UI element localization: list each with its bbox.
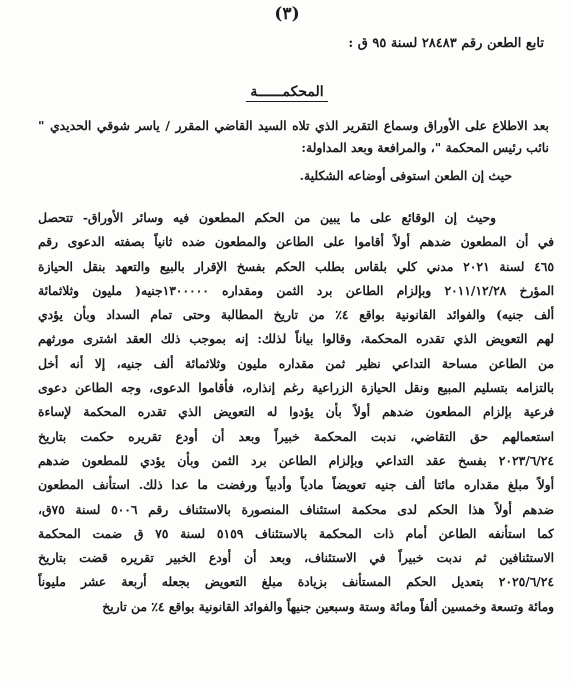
formal-acceptance: حيث إن الطعن استوفى أوضاعه الشكلية. (299, 168, 512, 183)
body-line: أولاً مبلغ مقداره مائتا ألف جنيه تعويضاً مادياً وأدبياً ورفضت ما عدا ذلك. استأنف المطعون (38, 477, 554, 493)
case-reference: تابع الطعن رقم ٢٨٤٨٣ لسنة ٩٥ ق : (348, 36, 544, 51)
section-title-text: المحكمــــــة (246, 84, 327, 102)
body-line: المؤرخ ٢٠١١/١٢/٢٨ وبإلزام الطاعن برد الثمن ومقداره ١٣٠٠٠٠٠جنيه( مليون وثلاثمائة (38, 282, 554, 298)
body-line: وحيث إن الوقائع على ما يبين من الحكم المطعون فيه وسائر الأوراق- تتحصل (38, 210, 496, 225)
facts-paragraph (38, 206, 554, 619)
body-line: ٢٠٢٥/٦/٢٤ بتعديل الحكم المستأنف بزيادة مبلغ التعويض بجعله أربعة عشر مليوناً (38, 574, 554, 590)
body-line: استعمالهم حق التقاضي، ندبت المحكمة خبيراً وبعد أن أودع تقريره حكمت بتاريخ (38, 428, 554, 444)
page-number: (٣) (274, 4, 300, 24)
body-line: الاستئنافين ثم ندبت خبيراً في الاستئناف، وبعد أن أودع الخبير تقريره قضت بتاريخ (38, 550, 554, 566)
body-line: ٢٠٢٣/٦/٢٤ بفسخ عقد التداعي وبإلزام الطاعن برد الثمن وبأن يؤدي للمطعون ضدهم (38, 452, 554, 468)
intro-paragraph: بعد الاطلاع على الأوراق وسماع التقرير الذي تلاه السيد القاضي المقرر / ياسر شوقي الحديدي " نائب رئيس المحكمة "، والمرافعة وبعد المداولة: (38, 118, 549, 155)
body-line: ضدهم أولاً هذا الحكم لدى محكمة استئناف المنصورة بالاستئناف رقم ٥٠٠٦ لسنة ٧٥ق، (38, 501, 554, 517)
body-line: بالتزامه بتسليم المبيع ونقل الحيازة الزراعية رغم إنذاره، فأقاموا الدعوى، وجه الطاعن دعوى (38, 380, 554, 396)
body-line: من الطاعن مساحة التداعي نظير ثمن مقداره مليون وثلاثمائة ألف جنيه، إلا أنه أخل (38, 355, 554, 371)
body-line: في أن المطعون ضدهم أولاً أقاموا على الطاعن والمطعون ضده ثانياً بصفته الدعوى رقم (38, 234, 554, 250)
body-line: فرعية بإلزام المطعون ضدهم أولاً بأن يؤدوا له التعويض الذي تقدره المحكمة لإساءة (38, 404, 554, 420)
body-line: ألف جنيه) والفوائد القانونية بواقع ٤٪ من تاريخ المطالبة وحتى تمام السداد وبأن يؤدي (38, 307, 554, 323)
body-line: لهم التعويض الذي تقدره المحكمة، وقالوا بياناً لذلك: إنه بموجب ذلك العقد اشترى مورثهم (38, 331, 554, 347)
body-line: كما استأنفه الطاعن أمام ذات المحكمة بالاستئناف ٥١٥٩ لسنة ٧٥ ق ضمت المحكمة (38, 525, 554, 541)
section-title (0, 84, 574, 100)
body-line: ٤٦٥ لسنة ٢٠٢١ مدني كلي بلقاس بطلب الحكم بفسخ الإقرار بالبيع والتعهد بنقل الحيازة (38, 258, 554, 274)
body-line: ومائة وتسعة وخمسين ألفاً ومائة وستة وسبعين جنيهاً والفوائد القانونية بواقع ٤٪ من تاريخ (102, 598, 554, 614)
